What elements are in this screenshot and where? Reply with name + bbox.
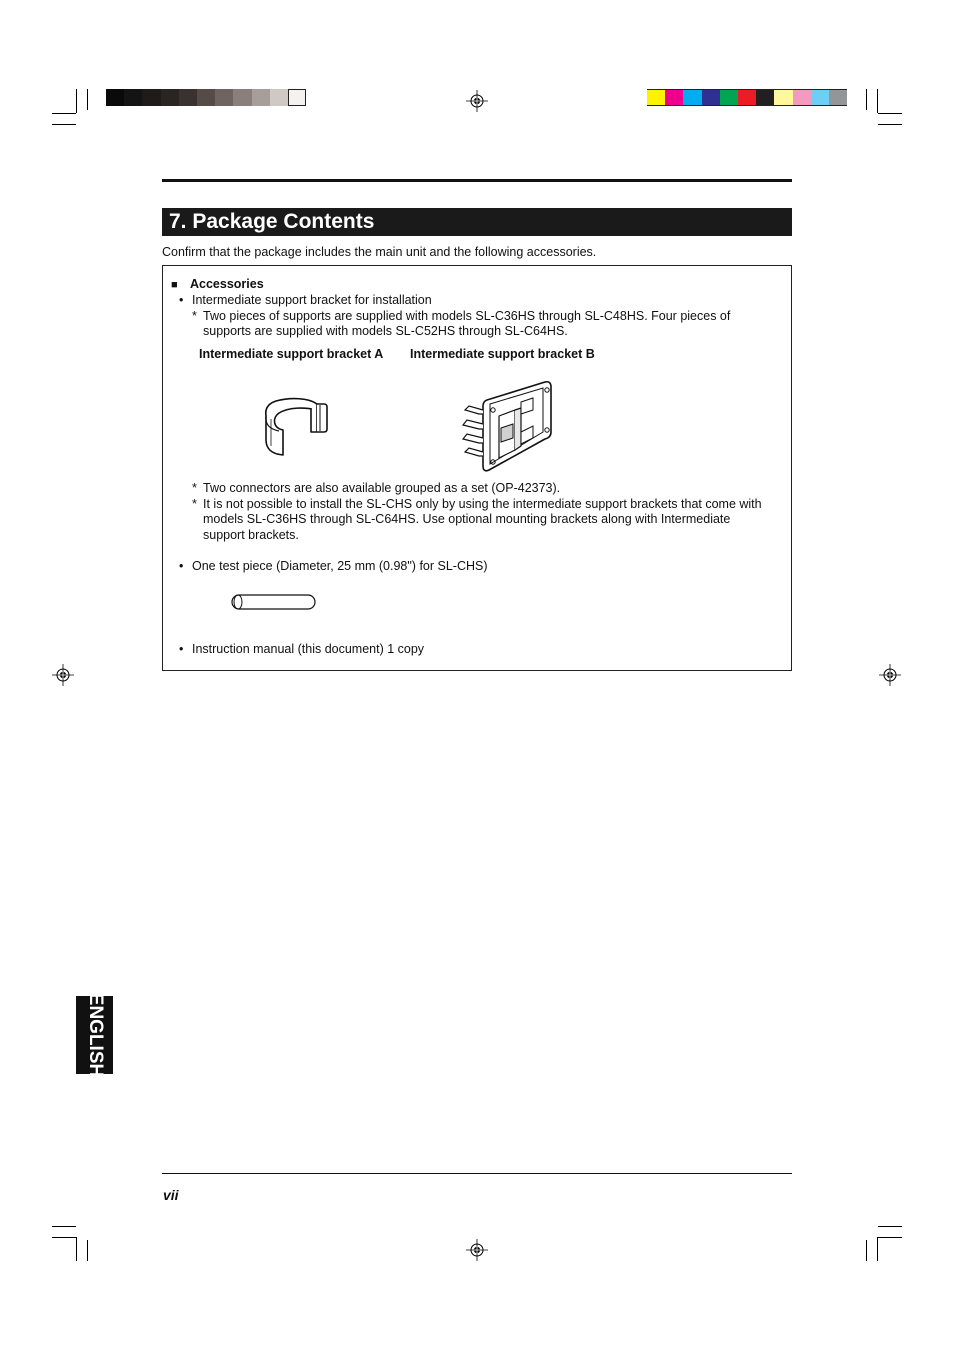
note-supports-line1: Two pieces of supports are supplied with models SL-C36HS through SL-C48HS. Four pieces of — [203, 309, 731, 323]
bracket-a-image — [261, 396, 331, 458]
note-install-line3: support brackets. — [203, 528, 299, 542]
grayscale-swatch — [179, 89, 197, 106]
heading-square-bullet: ■ — [171, 279, 178, 291]
grayscale-swatch — [161, 89, 179, 106]
item-instruction-manual: Instruction manual (this document) 1 copy — [192, 642, 425, 656]
grayscale-swatch — [215, 89, 233, 106]
grayscale-swatch — [288, 89, 306, 106]
note-supports-line2: supports are supplied with models SL-C52HS through SL-C64HS. — [203, 324, 568, 338]
process-swatch — [756, 89, 774, 106]
bracket-b-image — [459, 380, 555, 474]
note-install-line2: models SL-C36HS through SL-C64HS. Use optional mounting brackets along with Intermediate — [203, 512, 731, 526]
process-swatch — [829, 89, 847, 106]
test-piece-image — [230, 593, 318, 611]
process-swatch — [683, 89, 701, 106]
process-swatch — [811, 89, 829, 106]
registration-mark-left — [52, 664, 74, 686]
process-swatch — [647, 89, 665, 106]
grayscale-swatch — [252, 89, 270, 106]
asterisk: * — [192, 309, 197, 323]
bullet: • — [179, 559, 184, 573]
language-side-tab — [76, 992, 113, 1078]
asterisk: * — [192, 481, 197, 495]
item-test-piece: One test piece (Diameter, 25 mm (0.98") for SL-CHS) — [192, 559, 488, 573]
page-number: vii — [163, 1187, 179, 1203]
grayscale-swatch — [142, 89, 160, 106]
registration-mark-bottom — [466, 1239, 488, 1261]
process-swatch — [665, 89, 683, 106]
asterisk: * — [192, 497, 197, 511]
bullet: • — [179, 293, 184, 307]
process-swatch — [720, 89, 738, 106]
grayscale-swatch — [270, 89, 288, 106]
process-swatch — [774, 89, 792, 106]
accessories-heading: Accessories — [190, 277, 264, 291]
note-connectors: Two connectors are also available grouped as a set (OP-42373). — [203, 481, 561, 495]
intro-text: Confirm that the package includes the main unit and the following accessories. — [162, 245, 597, 259]
registration-mark-right — [879, 664, 901, 686]
bottom-rule — [162, 1173, 792, 1174]
grayscale-swatch — [124, 89, 142, 106]
accessories-box — [162, 265, 792, 671]
registration-mark-top — [466, 90, 488, 112]
bracket-a-label: Intermediate support bracket A — [199, 347, 384, 361]
process-swatch — [793, 89, 811, 106]
language-tab-label: ENGLISH — [84, 992, 106, 1078]
section-title: 7. Package Contents — [169, 210, 375, 233]
grayscale-swatch — [197, 89, 215, 106]
top-rule — [162, 179, 792, 182]
bullet: • — [179, 642, 184, 656]
section-title-bar — [162, 208, 792, 236]
process-swatch — [738, 89, 756, 106]
note-install-line1: It is not possible to install the SL-CHS only by using the intermediate support brackets that come with — [203, 497, 762, 511]
bracket-b-label: Intermediate support bracket B — [410, 347, 595, 361]
process-swatch — [702, 89, 720, 106]
grayscale-swatch — [233, 89, 251, 106]
item-support-bracket: Intermediate support bracket for installation — [192, 293, 432, 307]
grayscale-swatch — [106, 89, 124, 106]
